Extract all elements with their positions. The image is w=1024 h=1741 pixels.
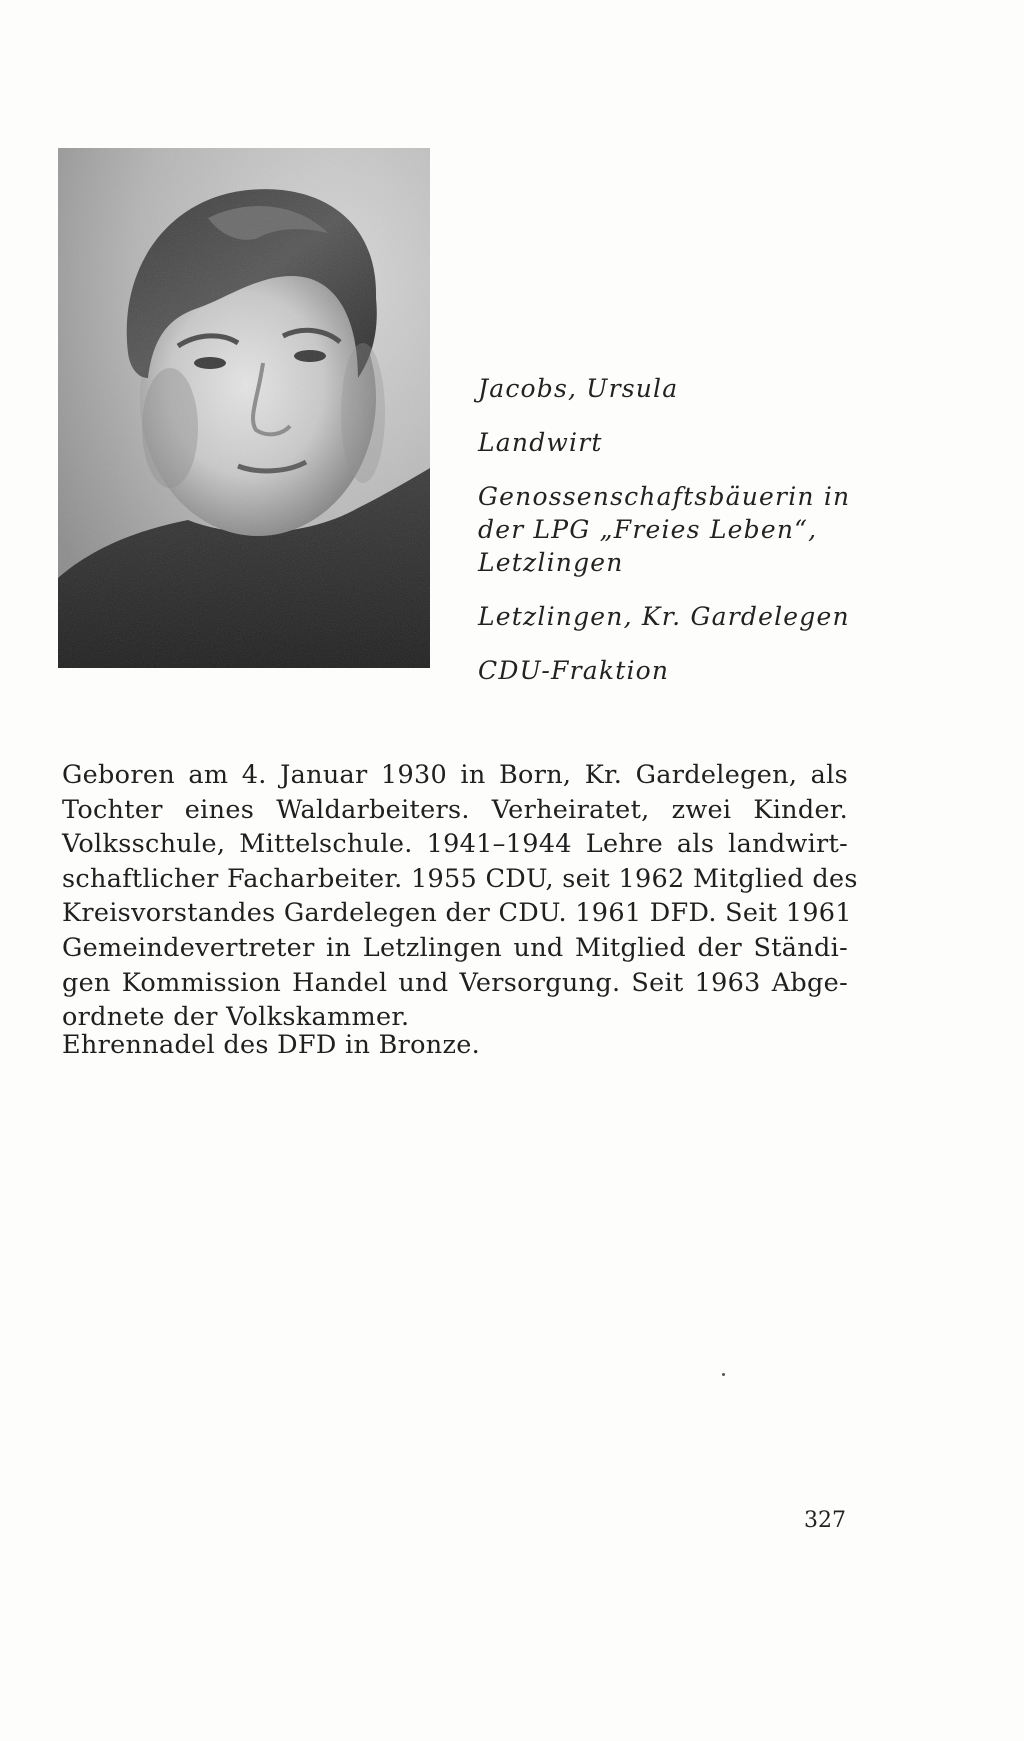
biography-line: Volksschule, Mittelschule. 1941–1944 Lehre als landwirt- xyxy=(62,829,848,860)
biography-line: Tochter eines Waldarbeiters. Verheiratet, zwei Kinder. xyxy=(62,794,848,825)
person-portrait-photo-icon xyxy=(58,148,430,668)
biography-paragraph xyxy=(62,758,858,1035)
person-position-line: der LPG „Freies Leben“, xyxy=(478,515,818,544)
biography-line: gen Kommission Handel und Versorgung. Seit 1963 Abge- xyxy=(62,967,848,998)
biography-line: Gemeindevertreter in Letzlingen und Mitglied der Ständi- xyxy=(62,932,848,963)
portrait-photo xyxy=(58,148,430,668)
biography-line: ordnete der Volkskammer. xyxy=(62,1002,410,1033)
person-residence: Letzlingen, Kr. Gardelegen xyxy=(478,602,850,631)
page-number: 327 xyxy=(804,1508,846,1533)
print-speck xyxy=(722,1373,725,1376)
biography-line: schaftlicher Facharbeiter. 1955 CDU, seit 1962 Mitglied des xyxy=(62,863,858,894)
person-position-line: Letzlingen xyxy=(478,548,624,577)
person-name: Jacobs, Ursula xyxy=(478,374,679,403)
biography-line: Geboren am 4. Januar 1930 in Born, Kr. Gardelegen, als xyxy=(62,760,848,790)
award-line: Ehrennadel des DFD in Bronze. xyxy=(62,1030,481,1060)
person-faction: CDU-Fraktion xyxy=(478,656,670,685)
person-profession: Landwirt xyxy=(478,428,603,457)
person-caption xyxy=(478,372,898,687)
biography-line: Kreisvorstandes Gardelegen der CDU. 1961 DFD. Seit 1961 xyxy=(62,898,852,929)
person-position-line: Genossenschaftsbäuerin in xyxy=(478,482,851,511)
